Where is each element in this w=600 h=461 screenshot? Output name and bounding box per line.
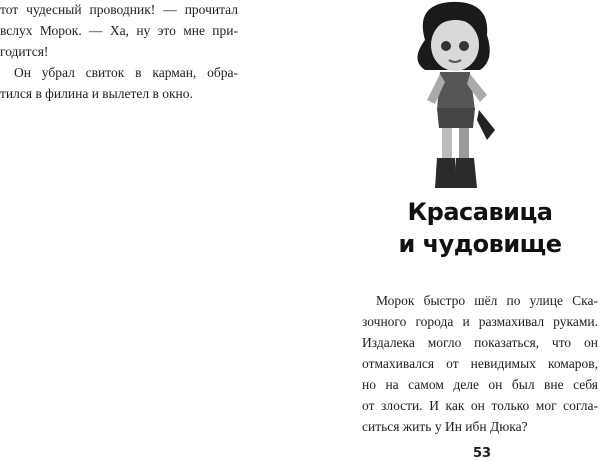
text-line: от злости. И как он только мог согла- bbox=[362, 398, 598, 413]
text-line: Морок быстро шёл по улице Ска- bbox=[376, 293, 598, 308]
text-line: тот чудесный проводник! — прочитал bbox=[0, 2, 238, 17]
text-line: годится! bbox=[0, 44, 49, 59]
text-line: ситься жить у Ин ибн Дюка? bbox=[362, 419, 528, 434]
text-line: Издалека могло показаться, что он bbox=[362, 335, 598, 350]
text-line: тился в филина и вылетел в окно. bbox=[0, 86, 193, 101]
page-number: 53 bbox=[472, 446, 492, 461]
text-line: Он убрал свиток в карман, обра- bbox=[14, 65, 238, 80]
text-line: вслух Морок. — Ха, ну это мне при- bbox=[0, 23, 238, 38]
girl-illustration bbox=[395, 0, 510, 195]
text-line: зочного города и размахивал руками. bbox=[362, 314, 598, 329]
chapter-title-line-1: Красавица bbox=[407, 198, 553, 226]
chapter-title-line-2: и чудовище bbox=[398, 230, 562, 258]
text-line: отмахивался от невидимых комаров, bbox=[362, 356, 598, 371]
text-line: но на самом деле он был вне себя bbox=[362, 377, 598, 392]
